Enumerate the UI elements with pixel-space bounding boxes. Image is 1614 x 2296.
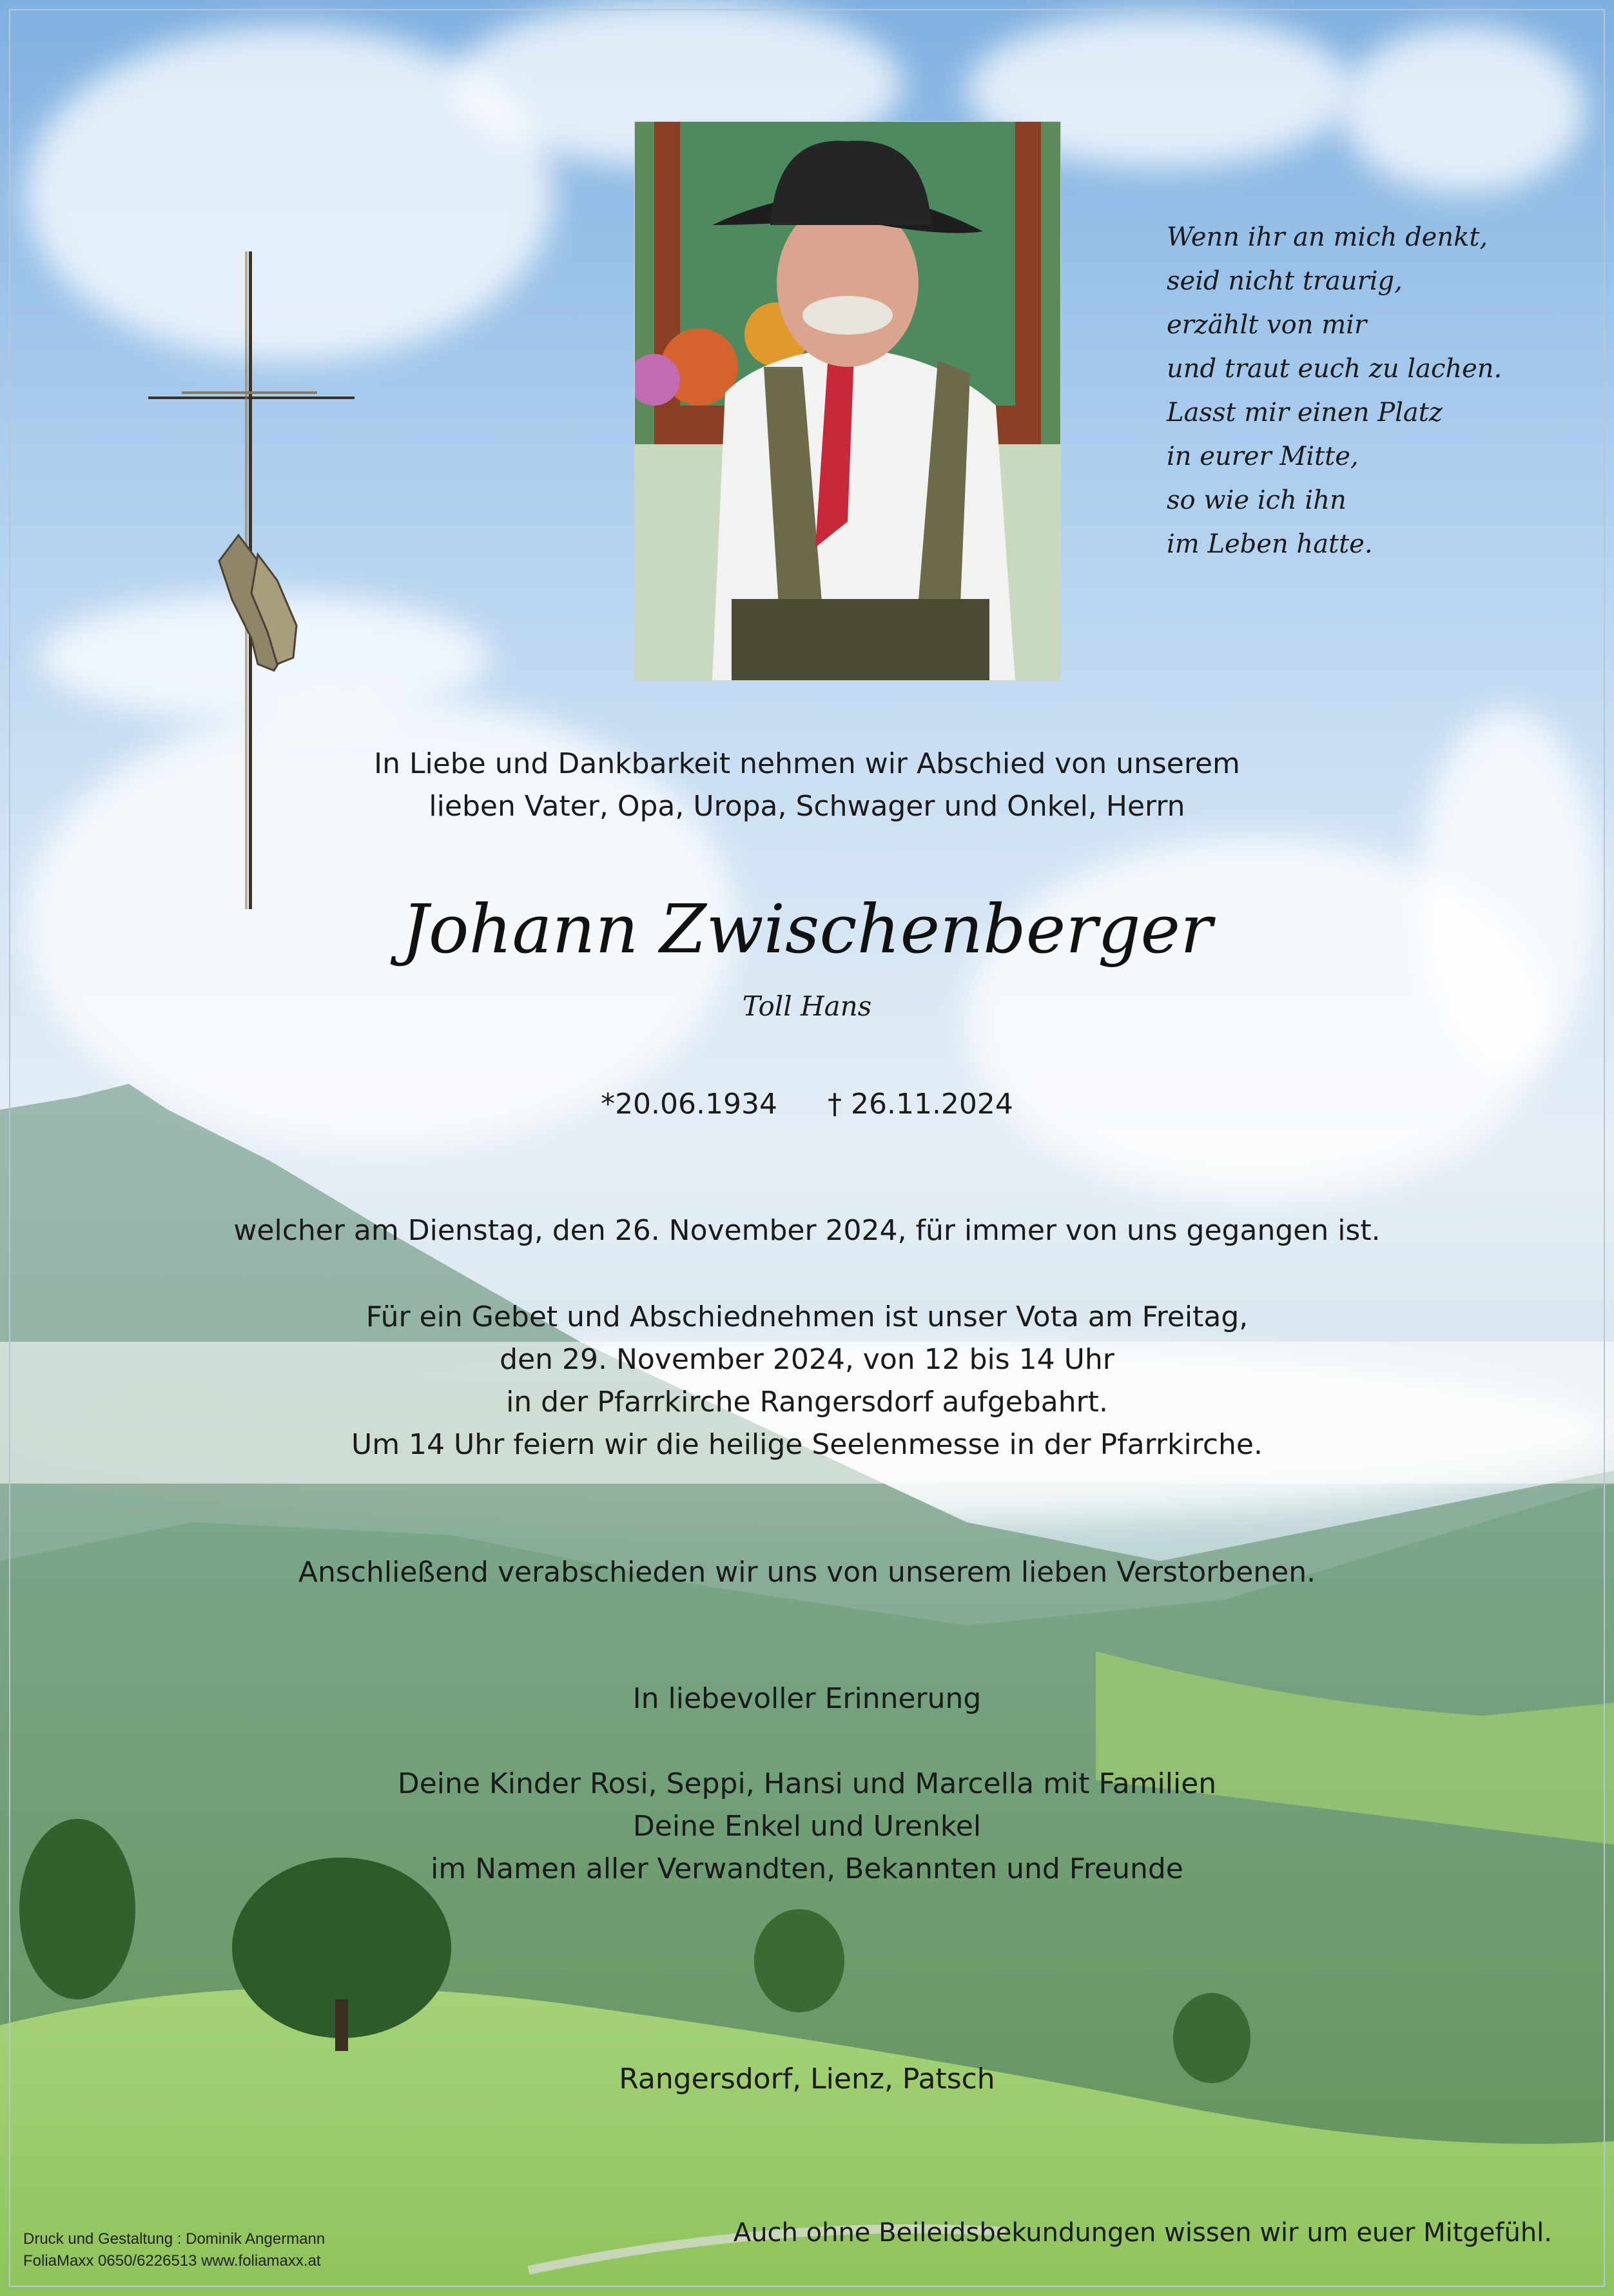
ceremony-line: in der Pfarrkirche Rangersdorf aufgebahrt. — [506, 1386, 1108, 1418]
poem-line: so wie ich ihn — [1167, 486, 1347, 515]
passing-line: welcher am Dienstag, den 26. November 2024, für immer von uns gegangen ist. — [233, 1214, 1381, 1247]
ceremony-line: Für ein Gebet und Abschiednehmen ist unser Vota am Freitag, — [365, 1300, 1249, 1333]
ceremony-text — [0, 1296, 1614, 1466]
praying-hands-icon — [219, 535, 297, 671]
ceremony-line: den 29. November 2024, von 12 bis 14 Uhr — [500, 1343, 1114, 1376]
poem-line: Wenn ihr an mich denkt, — [1167, 222, 1488, 252]
poem-line: in eurer Mitte, — [1167, 442, 1359, 471]
mourner-line: Deine Enkel und Urenkel — [632, 1810, 982, 1843]
deceased-name: Johann Zwischenberger — [402, 890, 1212, 968]
mourners — [0, 1763, 1614, 1890]
birth-date: *20.06.1934 — [601, 1088, 777, 1121]
ceremony-line: Um 14 Uhr feiern wir die heilige Seelenmesse in der Pfarrkirche. — [351, 1428, 1263, 1461]
poem — [1167, 215, 1528, 566]
cloud — [1341, 26, 1586, 193]
poem-line: im Leben hatte. — [1167, 529, 1373, 559]
life-dates — [0, 1083, 1614, 1126]
poem-line: erzählt von mir — [1167, 310, 1367, 340]
mourner-line: Deine Kinder Rosi, Seppi, Hansi und Marcella mit Familien — [397, 1767, 1217, 1800]
places: Rangersdorf, Lienz, Patsch — [619, 2063, 995, 2095]
portrait-photo — [634, 121, 1061, 681]
credit-line: FoliaMaxx 0650/6226513 www.foliamaxx.at — [23, 2252, 321, 2270]
intro-line: lieben Vater, Opa, Uropa, Schwager und Onkel, Herrn — [429, 790, 1185, 823]
memory-line: In liebevoller Erinnerung — [632, 1682, 982, 1715]
poem-line: seid nicht traurig, — [1167, 266, 1403, 296]
credit-line: Druck und Gestaltung : Dominik Angermann — [23, 2230, 326, 2248]
poem-line: Lasst mir einen Platz — [1167, 398, 1443, 427]
poem-line: und traut euch zu lachen. — [1167, 354, 1502, 384]
design-credit — [23, 2228, 325, 2272]
mourner-line: im Namen aller Verwandten, Bekannten und Freunde — [431, 1852, 1183, 1885]
deceased-nickname: Toll Hans — [742, 990, 872, 1022]
footer-note: Auch ohne Beileidsbekundungen wissen wir um euer Mitgefühl. — [733, 2218, 1552, 2248]
death-date: † 26.11.2024 — [828, 1088, 1013, 1121]
intro-text — [0, 743, 1614, 828]
farewell-line: Anschließend verabschieden wir uns von unserem lieben Verstorbenen. — [298, 1556, 1316, 1589]
intro-line: In Liebe und Dankbarkeit nehmen wir Abschied von unserem — [374, 747, 1240, 780]
